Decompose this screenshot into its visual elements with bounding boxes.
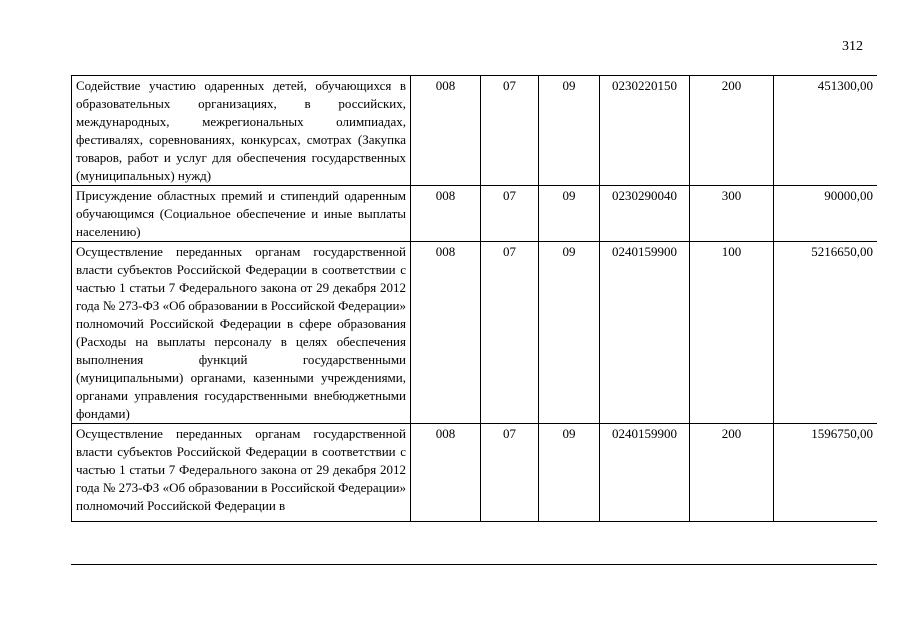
target-article-code: 0240159900: [600, 424, 690, 522]
expense-type-code: 200: [690, 76, 774, 186]
subsection-code: 09: [539, 424, 600, 522]
target-article-code: 0240159900: [600, 242, 690, 424]
target-article-code: 0230290040: [600, 186, 690, 242]
table-bottom-border: [71, 564, 877, 565]
row-description: Осуществление переданных органам государственной власти субъектов Российской Федерации в соответствии с частью 1 статьи 7 Федерального закона от 29 декабря 2012 года № 273-ФЗ «Об образовании в Российской Федерации» полномочий Российской Федерации в: [72, 424, 411, 522]
target-article-code: 0230220150: [600, 76, 690, 186]
subsection-code: 09: [539, 186, 600, 242]
section-code: 07: [481, 242, 539, 424]
table-row: [72, 186, 878, 242]
budget-table-container: [71, 75, 877, 565]
budget-table: [71, 75, 877, 522]
ministry-code: 008: [411, 186, 481, 242]
ministry-code: 008: [411, 424, 481, 522]
row-description: Осуществление переданных органам государственной власти субъектов Российской Федерации в соответствии с частью 1 статьи 7 Федерального закона от 29 декабря 2012 года № 273-ФЗ «Об образовании в Российской Федерации» полномочий Российской Федерации в сфере образования (Расходы на выплаты персоналу в целях обеспечения выполнения функций государственными (муниципальными) органами, казенными учреждениями, органами управления государственными внебюджетными фондами): [72, 242, 411, 424]
expense-type-code: 300: [690, 186, 774, 242]
row-description: Присуждение областных премий и стипендий одаренным обучающимся (Социальное обеспечение и иные выплаты населению): [72, 186, 411, 242]
row-description: Содействие участию одаренных детей, обучающихся в образовательных организациях, в российских, международных, межрегиональных олимпиадах, фестивалях, соревнованиях, конкурсах, смотрах (Закупка товаров, работ и услуг для обеспечения государственных (муниципальных) нужд): [72, 76, 411, 186]
ministry-code: 008: [411, 242, 481, 424]
section-code: 07: [481, 424, 539, 522]
amount: 1596750,00: [774, 424, 878, 522]
amount: 90000,00: [774, 186, 878, 242]
table-row: [72, 76, 878, 186]
expense-type-code: 100: [690, 242, 774, 424]
amount: 451300,00: [774, 76, 878, 186]
table-row: [72, 424, 878, 522]
section-code: 07: [481, 186, 539, 242]
subsection-code: 09: [539, 76, 600, 186]
section-code: 07: [481, 76, 539, 186]
subsection-code: 09: [539, 242, 600, 424]
expense-type-code: 200: [690, 424, 774, 522]
amount: 5216650,00: [774, 242, 878, 424]
table-row: [72, 242, 878, 424]
page-number: 312: [842, 39, 863, 54]
ministry-code: 008: [411, 76, 481, 186]
